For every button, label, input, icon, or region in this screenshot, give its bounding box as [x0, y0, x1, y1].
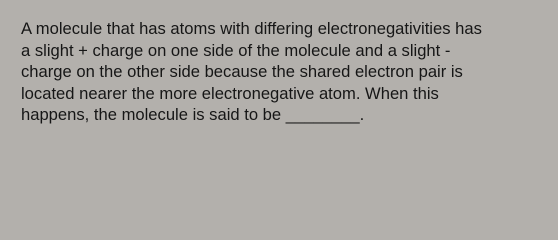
question-line: A molecule that has atoms with differing electronegativities has [21, 19, 482, 38]
question-line: happens, the molecule is said to be ________. [21, 105, 365, 125]
question-line: located nearer the more electronegative atom. When this [21, 83, 439, 103]
question-line: a slight + charge on one side of the molecule and a slight - [21, 40, 451, 60]
question-text [21, 18, 551, 126]
question-line: charge on the other side because the shared electron pair is [21, 62, 463, 82]
